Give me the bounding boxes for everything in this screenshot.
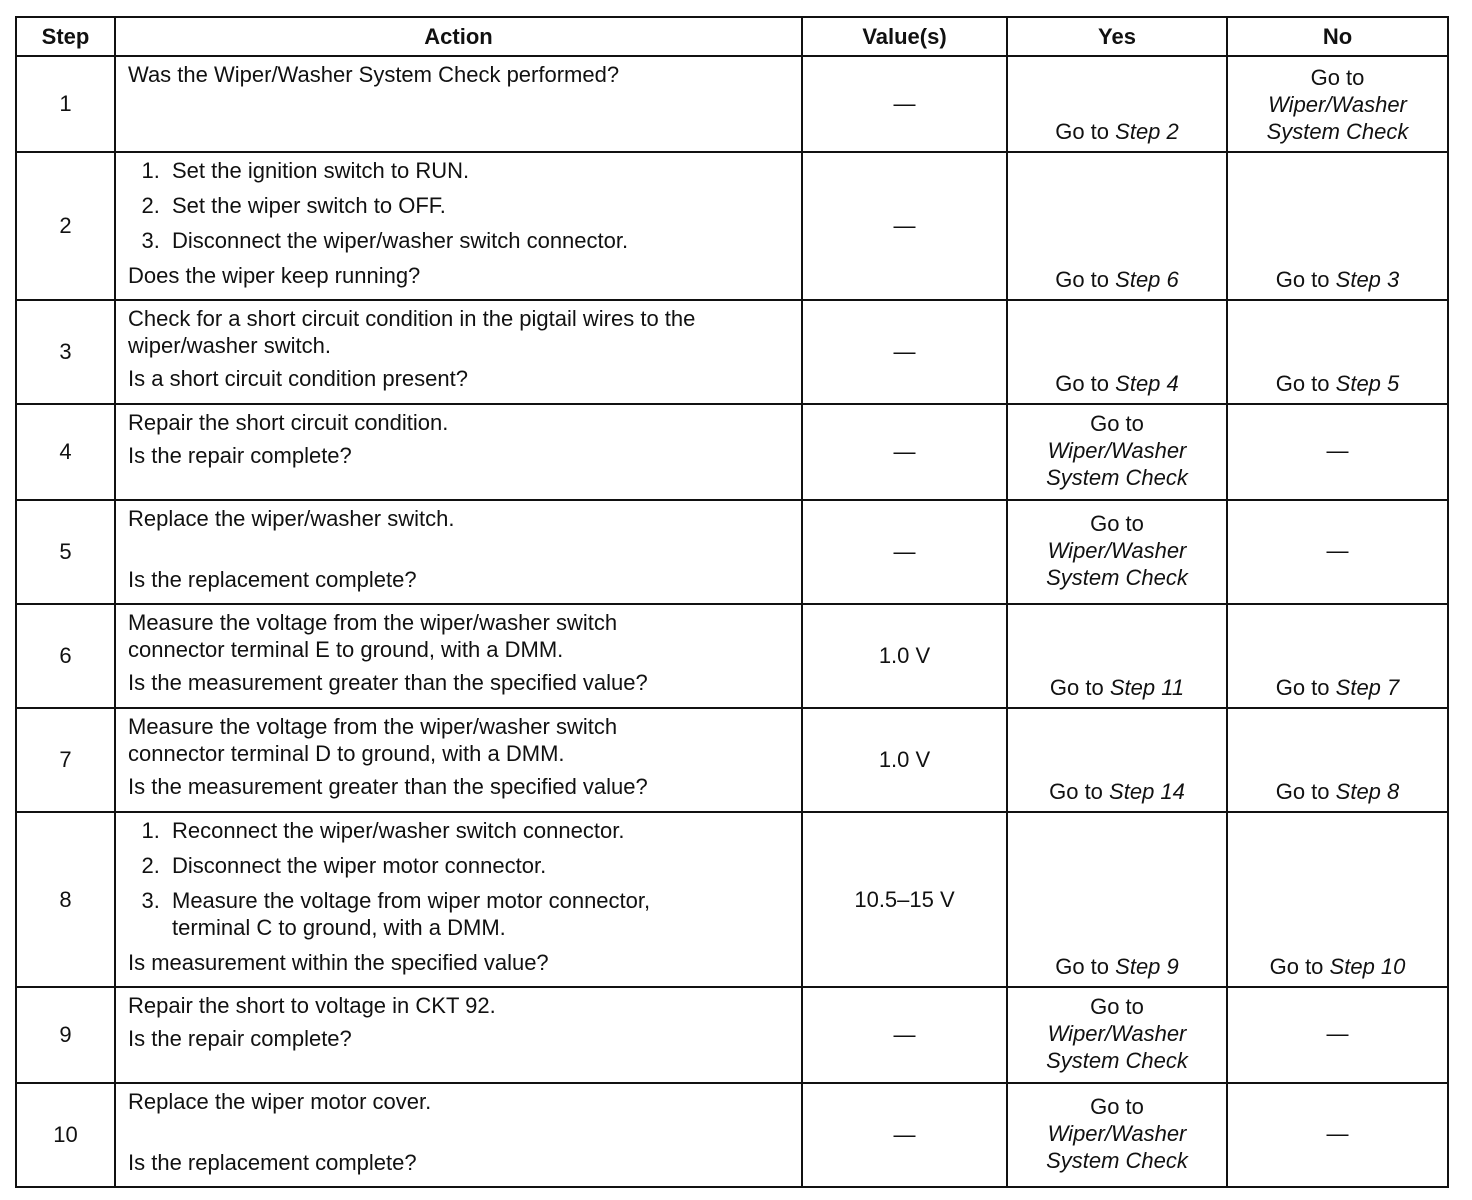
action-question: Is the measurement greater than the specified value? (128, 670, 648, 695)
yes-cell (1007, 56, 1227, 152)
value-cell: — (802, 404, 1007, 500)
header-action: Action (115, 17, 802, 56)
action-text: Check for a short circuit condition in the pigtail wires to the wiper/washer switch. (128, 306, 696, 358)
step-number: 3 (16, 300, 115, 404)
yes-ref: Step 4 (1115, 371, 1179, 396)
header-yes: Yes (1007, 17, 1227, 56)
table-row (16, 987, 1448, 1083)
no-ref: Step 3 (1335, 267, 1400, 292)
step-number: 4 (16, 404, 115, 500)
yes-prefix: Go to (1090, 410, 1144, 436)
no-prefix: Go to (1275, 675, 1330, 700)
no-ref: — (1326, 437, 1349, 463)
action-text: Replace the wiper motor cover. (128, 1089, 432, 1114)
action-question: Is the repair complete? (128, 1026, 352, 1051)
table-row (16, 1083, 1448, 1187)
no-prefix: Go to (1275, 371, 1330, 396)
no-ref: Step 7 (1335, 675, 1400, 700)
yes-ref: Wiper/Washer System Check (1046, 1020, 1188, 1073)
action-list (128, 157, 789, 254)
no-prefix: Go to (1310, 65, 1365, 90)
yes-ref: Wiper/Washer System Check (1046, 537, 1188, 590)
yes-cell (1007, 708, 1227, 812)
action-question: Is the measurement greater than the specified value? (128, 774, 648, 799)
action-list-item: 2. Set the wiper switch to OFF. (166, 192, 789, 219)
no-cell (1227, 812, 1448, 987)
value-cell: 1.0 V (802, 604, 1007, 708)
no-cell (1227, 987, 1448, 1083)
value-cell: — (802, 152, 1007, 300)
value-cell: — (802, 300, 1007, 404)
action-cell (115, 987, 802, 1083)
yes-ref: Step 14 (1109, 779, 1185, 804)
no-prefix: Go to (1275, 779, 1330, 804)
action-list-item: 3. Disconnect the wiper/washer switch connector. (166, 227, 789, 254)
no-cell (1227, 708, 1448, 812)
no-ref: — (1326, 1020, 1349, 1046)
yes-cell (1007, 500, 1227, 604)
no-cell (1227, 300, 1448, 404)
yes-cell (1007, 604, 1227, 708)
action-cell (115, 500, 802, 604)
yes-cell (1007, 812, 1227, 987)
step-number: 5 (16, 500, 115, 604)
table-row (16, 404, 1448, 500)
no-prefix: Go to (1275, 267, 1330, 292)
yes-prefix: Go to (1055, 371, 1110, 396)
yes-ref: Wiper/Washer System Check (1046, 1120, 1188, 1173)
no-prefix: Go to (1269, 954, 1324, 979)
table-row (16, 812, 1448, 987)
yes-prefix: Go to (1090, 993, 1144, 1019)
no-cell (1227, 152, 1448, 300)
no-ref: Step 8 (1335, 779, 1400, 804)
step-number: 10 (16, 1083, 115, 1187)
yes-prefix: Go to (1090, 510, 1144, 536)
yes-ref: Step 11 (1109, 675, 1185, 700)
table-row (16, 500, 1448, 604)
yes-ref: Step 2 (1115, 119, 1179, 144)
action-question: Is measurement within the specified value? (128, 950, 549, 975)
no-cell (1227, 56, 1448, 152)
action-cell (115, 152, 802, 300)
step-number: 7 (16, 708, 115, 812)
table-row (16, 604, 1448, 708)
action-question: Does the wiper keep running? (128, 263, 421, 288)
step-number: 9 (16, 987, 115, 1083)
yes-ref: Step 6 (1115, 267, 1179, 292)
action-text: Repair the short to voltage in CKT 92. (128, 993, 496, 1018)
action-text: Was the Wiper/Washer System Check performed? (128, 62, 620, 87)
action-cell (115, 604, 802, 708)
header-values: Value(s) (802, 17, 1007, 56)
value-cell: — (802, 500, 1007, 604)
header-step: Step (16, 17, 115, 56)
no-cell (1227, 604, 1448, 708)
action-text: Measure the voltage from the wiper/washer switch connector terminal D to ground, with a DMM. (128, 714, 618, 766)
action-question: Is the replacement complete? (128, 1150, 417, 1175)
step-number: 1 (16, 56, 115, 152)
no-cell (1227, 404, 1448, 500)
action-cell (115, 404, 802, 500)
step-number: 8 (16, 812, 115, 987)
header-no: No (1227, 17, 1448, 56)
yes-prefix: Go to (1055, 119, 1110, 144)
yes-ref: Step 9 (1115, 954, 1179, 979)
no-ref: Wiper/Washer System Check (1266, 92, 1409, 144)
no-cell (1227, 500, 1448, 604)
no-ref: Step 10 (1329, 954, 1406, 979)
action-text: Repair the short circuit condition. (128, 410, 449, 435)
action-list-item: 1. Set the ignition switch to RUN. (166, 157, 789, 184)
action-cell (115, 1083, 802, 1187)
table-row (16, 708, 1448, 812)
no-ref: — (1326, 537, 1349, 563)
action-question: Is the repair complete? (128, 443, 352, 468)
table-row (16, 56, 1448, 152)
action-cell (115, 708, 802, 812)
action-text: Measure the voltage from the wiper/washer switch connector terminal E to ground, with a DMM. (128, 610, 618, 662)
yes-cell (1007, 300, 1227, 404)
action-cell (115, 56, 802, 152)
value-cell: — (802, 56, 1007, 152)
yes-prefix: Go to (1055, 267, 1110, 292)
no-ref: Step 5 (1335, 371, 1400, 396)
value-cell: 10.5–15 V (802, 812, 1007, 987)
yes-ref: Wiper/Washer System Check (1046, 437, 1188, 490)
table-row (16, 152, 1448, 300)
step-number: 2 (16, 152, 115, 300)
action-list-item: 2. Disconnect the wiper motor connector. (166, 852, 789, 879)
yes-cell (1007, 152, 1227, 300)
action-question: Is a short circuit condition present? (128, 366, 468, 391)
yes-prefix: Go to (1090, 1093, 1144, 1119)
yes-cell (1007, 987, 1227, 1083)
yes-prefix: Go to (1055, 954, 1110, 979)
yes-cell (1007, 404, 1227, 500)
no-ref: — (1326, 1120, 1349, 1146)
action-list (128, 817, 789, 941)
table-row (16, 300, 1448, 404)
yes-prefix: Go to (1049, 779, 1103, 804)
action-question: Is the replacement complete? (128, 567, 417, 592)
step-number: 6 (16, 604, 115, 708)
value-cell: — (802, 1083, 1007, 1187)
diagnostic-table (15, 16, 1449, 1188)
action-cell (115, 300, 802, 404)
no-cell (1227, 1083, 1448, 1187)
yes-prefix: Go to (1049, 675, 1104, 700)
action-text: Replace the wiper/washer switch. (128, 506, 455, 531)
action-list-item: 1. Reconnect the wiper/washer switch connector. (166, 817, 789, 844)
value-cell: — (802, 987, 1007, 1083)
value-cell: 1.0 V (802, 708, 1007, 812)
action-list-item: 3. Measure the voltage from wiper motor connector, terminal C to ground, with a DMM. (166, 887, 732, 941)
header-row (16, 17, 1448, 56)
action-cell (115, 812, 802, 987)
yes-cell (1007, 1083, 1227, 1187)
